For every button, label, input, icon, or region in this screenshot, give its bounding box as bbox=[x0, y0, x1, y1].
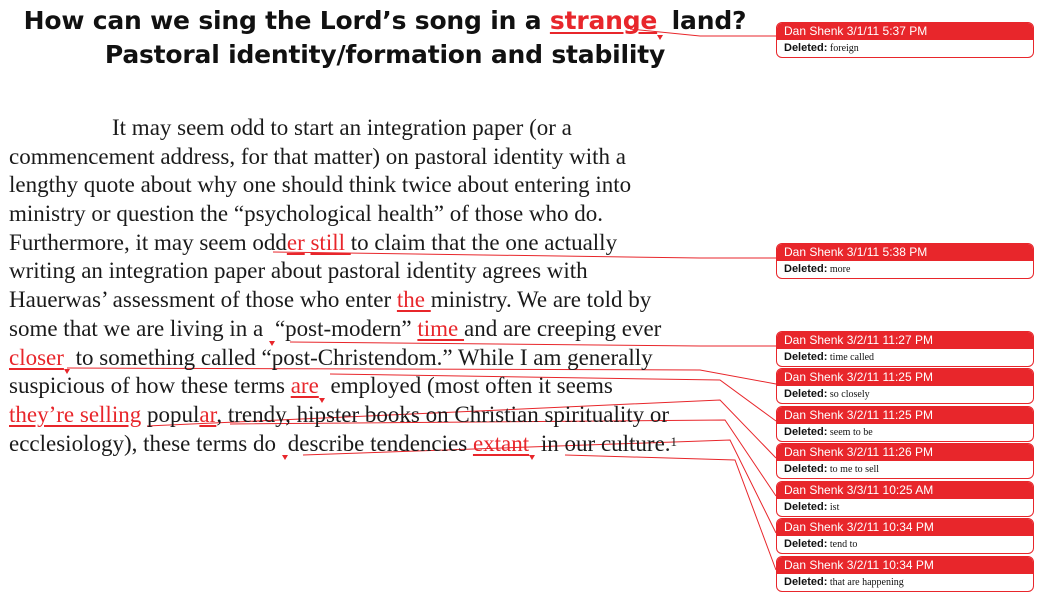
balloon-body bbox=[777, 40, 1033, 57]
deleted-text: foreign bbox=[829, 43, 859, 54]
deleted-label: Deleted: bbox=[784, 42, 828, 54]
balloon-body bbox=[777, 499, 1033, 516]
balloon-body bbox=[777, 349, 1033, 366]
text-run: in our culture. bbox=[535, 430, 671, 456]
body-paragraph bbox=[9, 114, 729, 458]
text-run: some that we are living in a bbox=[9, 315, 269, 341]
balloon-body bbox=[777, 461, 1033, 478]
deleted-label: Deleted: bbox=[784, 501, 828, 513]
title-text: How can we sing the Lord’s song in a bbox=[23, 6, 550, 35]
text-line bbox=[9, 171, 729, 200]
text-run: popul bbox=[141, 401, 200, 427]
deleted-text: seem to be bbox=[829, 427, 873, 438]
inserted-text[interactable]: strange bbox=[549, 6, 658, 35]
text-run: Hauerwas’ assessment of those who enter bbox=[9, 287, 397, 313]
revision-balloon[interactable] bbox=[776, 331, 1034, 367]
text-line bbox=[9, 257, 729, 286]
document-title bbox=[0, 4, 770, 72]
inserted-text[interactable]: are bbox=[290, 373, 319, 399]
text-run: , trendy, hipster books on Christian spirituality or bbox=[216, 401, 670, 427]
deleted-text: time called bbox=[829, 352, 875, 363]
deleted-label: Deleted: bbox=[784, 463, 828, 475]
text-line bbox=[9, 315, 729, 344]
inserted-text[interactable]: ar bbox=[199, 401, 217, 427]
text-run: ministry or question the “psychological health” of those who do. bbox=[9, 201, 604, 227]
inserted-text[interactable]: er bbox=[286, 229, 305, 255]
deleted-text: ist bbox=[829, 502, 840, 513]
inserted-text[interactable]: the bbox=[396, 287, 431, 313]
balloon-body bbox=[777, 424, 1033, 441]
deleted-label: Deleted: bbox=[784, 351, 828, 363]
revision-balloon[interactable] bbox=[776, 406, 1034, 442]
text-run: Furthermore, it may seem odd bbox=[9, 229, 287, 255]
deleted-text: that are happening bbox=[829, 577, 904, 588]
balloon-author: Dan Shenk 3/2/11 11:25 PM bbox=[777, 407, 1033, 424]
deleted-label: Deleted: bbox=[784, 576, 828, 588]
title-line-1 bbox=[0, 4, 770, 38]
inserted-text[interactable]: time bbox=[417, 315, 465, 341]
leader-line-9 bbox=[565, 455, 776, 570]
text-line bbox=[9, 229, 729, 258]
text-run: employed (most often it seems bbox=[324, 373, 613, 399]
deleted-text: tend to bbox=[829, 539, 858, 550]
text-line bbox=[9, 286, 729, 315]
revision-balloon[interactable] bbox=[776, 556, 1034, 592]
text-run: ecclesiology), these terms do bbox=[9, 430, 282, 456]
text-line bbox=[9, 143, 729, 172]
inserted-text[interactable]: extant bbox=[472, 430, 530, 456]
revision-balloon[interactable] bbox=[776, 22, 1034, 58]
inserted-text[interactable]: still bbox=[310, 229, 351, 255]
deleted-label: Deleted: bbox=[784, 263, 828, 275]
deleted-label: Deleted: bbox=[784, 538, 828, 550]
inserted-text[interactable]: closer bbox=[9, 344, 64, 370]
text-line bbox=[9, 114, 729, 143]
balloon-author: Dan Shenk 3/1/11 5:38 PM bbox=[777, 244, 1033, 261]
deleted-text: more bbox=[829, 264, 851, 275]
revision-balloon[interactable] bbox=[776, 443, 1034, 479]
text-run: “post-modern” bbox=[274, 315, 418, 341]
footnote-reference[interactable]: 1 bbox=[670, 433, 678, 449]
title-line-2: Pastoral identity/formation and stability bbox=[104, 40, 666, 69]
revision-balloon[interactable] bbox=[776, 518, 1034, 554]
text-run: to claim that the one actually bbox=[350, 229, 618, 255]
text-run: ministry. We are told by bbox=[430, 287, 652, 313]
balloon-author: Dan Shenk 3/2/11 11:26 PM bbox=[777, 444, 1033, 461]
text-run: describe tendencies bbox=[287, 430, 473, 456]
text-run: commencement address, for that matter) on pastoral identity with a bbox=[9, 143, 626, 169]
balloon-author: Dan Shenk 3/2/11 10:34 PM bbox=[777, 557, 1033, 574]
balloon-body bbox=[777, 536, 1033, 553]
revision-balloon[interactable] bbox=[776, 368, 1034, 404]
deletion-marker bbox=[282, 455, 288, 460]
text-line bbox=[9, 372, 729, 401]
revision-balloon[interactable] bbox=[776, 243, 1034, 279]
text-run: to something called “post-Christendom.” While I am generally bbox=[69, 344, 653, 370]
balloon-author: Dan Shenk 3/2/11 11:25 PM bbox=[777, 369, 1033, 386]
balloon-body bbox=[777, 386, 1033, 403]
text-line bbox=[9, 344, 729, 373]
deleted-text: to me to sell bbox=[829, 464, 880, 475]
balloon-author: Dan Shenk 3/3/11 10:25 AM bbox=[777, 482, 1033, 499]
inserted-text[interactable]: they’re selling bbox=[9, 401, 142, 427]
deleted-label: Deleted: bbox=[784, 426, 828, 438]
deleted-text: so closely bbox=[829, 389, 870, 400]
deleted-label: Deleted: bbox=[784, 388, 828, 400]
balloon-author: Dan Shenk 3/1/11 5:37 PM bbox=[777, 23, 1033, 40]
revision-balloon[interactable] bbox=[776, 481, 1034, 517]
balloon-author: Dan Shenk 3/2/11 11:27 PM bbox=[777, 332, 1033, 349]
text-line bbox=[9, 200, 729, 229]
balloon-body bbox=[777, 574, 1033, 591]
balloon-body bbox=[777, 261, 1033, 278]
balloon-author: Dan Shenk 3/2/11 10:34 PM bbox=[777, 519, 1033, 536]
text-run: and are creeping ever bbox=[464, 315, 662, 341]
text-run: suspicious of how these terms bbox=[9, 373, 291, 399]
deletion-marker bbox=[529, 455, 535, 460]
text-line bbox=[9, 401, 729, 430]
text-run: writing an integration paper about pastoral identity agrees with bbox=[9, 258, 588, 284]
text-line bbox=[9, 430, 729, 459]
text-run: lengthy quote about why one should think twice about entering into bbox=[9, 172, 632, 198]
title-text: land? bbox=[663, 6, 747, 35]
text-run: It may seem odd to start an integration paper (or a bbox=[112, 115, 572, 140]
